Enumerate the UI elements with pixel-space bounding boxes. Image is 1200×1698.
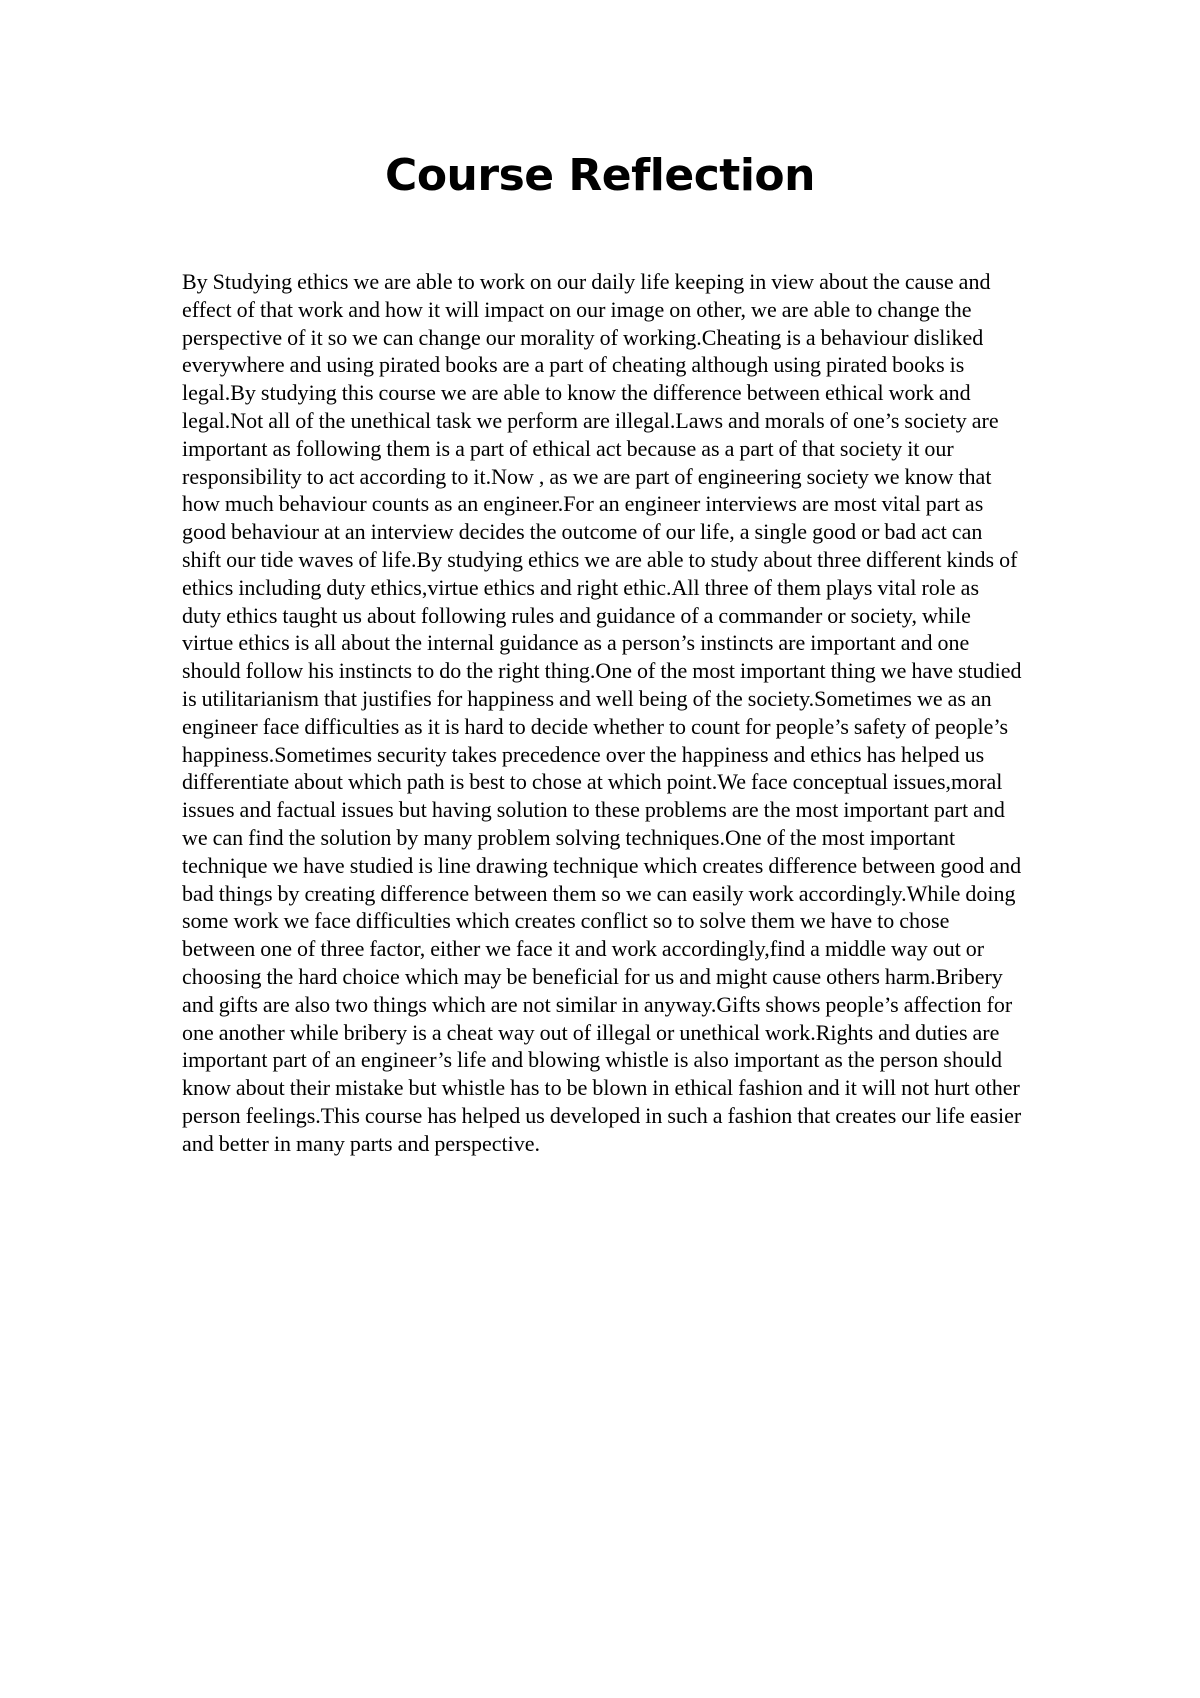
- page-title: Course Reflection: [385, 150, 815, 201]
- body-paragraph: By Studying ethics we are able to work on our daily life keeping in view about the cause and effect of that work and how it will impact on our image on other, we are able to change the perspective of it so we can change our morality of working.Cheating is a behaviour disliked everywhere and using pirated books are a part of cheating although using pirated books is legal.By studying this course we are able to know the difference between ethical work and legal.Not all of the unethical task we perform are illegal.Laws and morals of one’s society are important as following them is a part of ethical act because as a part of that society it our responsibility to act according to it.Now , as we are part of engineering society we know that how much behaviour counts as an engineer.For an engineer interviews are most vital part as good behaviour at an interview decides the outcome of our life, a single good or bad act can shift our tide waves of life.By studying ethics we are able to study about three different kinds of ethics including duty ethics,virtue ethics and right ethic.All three of them plays vital role as duty ethics taught us about following rules and guidance of a commander or society, while virtue ethics is all about the internal guidance as a person’s instincts are important and one should follow his instincts to do the right thing.One of the most important thing we have studied is utilitarianism that justifies for happiness and well being of the society.Sometimes we as an engineer face difficulties as it is hard to decide whether to count for people’s safety of people’s happiness.Sometimes security takes precedence over the happiness and ethics has helped us differentiate about which path is best to chose at which point.We face conceptual issues,moral issues and factual issues but having solution to these problems are the most important part and we can find the solution by many problem solving techniques.One of the most important technique we have studied is line drawing technique which creates difference between good and bad things by creating difference between them so we can easily work accordingly.While doing some work we face difficulties which creates conflict so to solve them we have to chose between one of three factor, either we face it and work accordingly,find a middle way out or choosing the hard choice which may be beneficial for us and might cause others harm.Bribery and gifts are also two things which are not similar in anyway.Gifts shows people’s affection for one another while bribery is a cheat way out of illegal or unethical work.Rights and duties are important part of an engineer’s life and blowing whistle is also important as the person should know about their mistake but whistle has to be blown in ethical fashion and it will not hurt other person feelings.This course has helped us developed in such a fashion that creates our life easier and better in many parts and perspective.: [182, 269, 1022, 1156]
